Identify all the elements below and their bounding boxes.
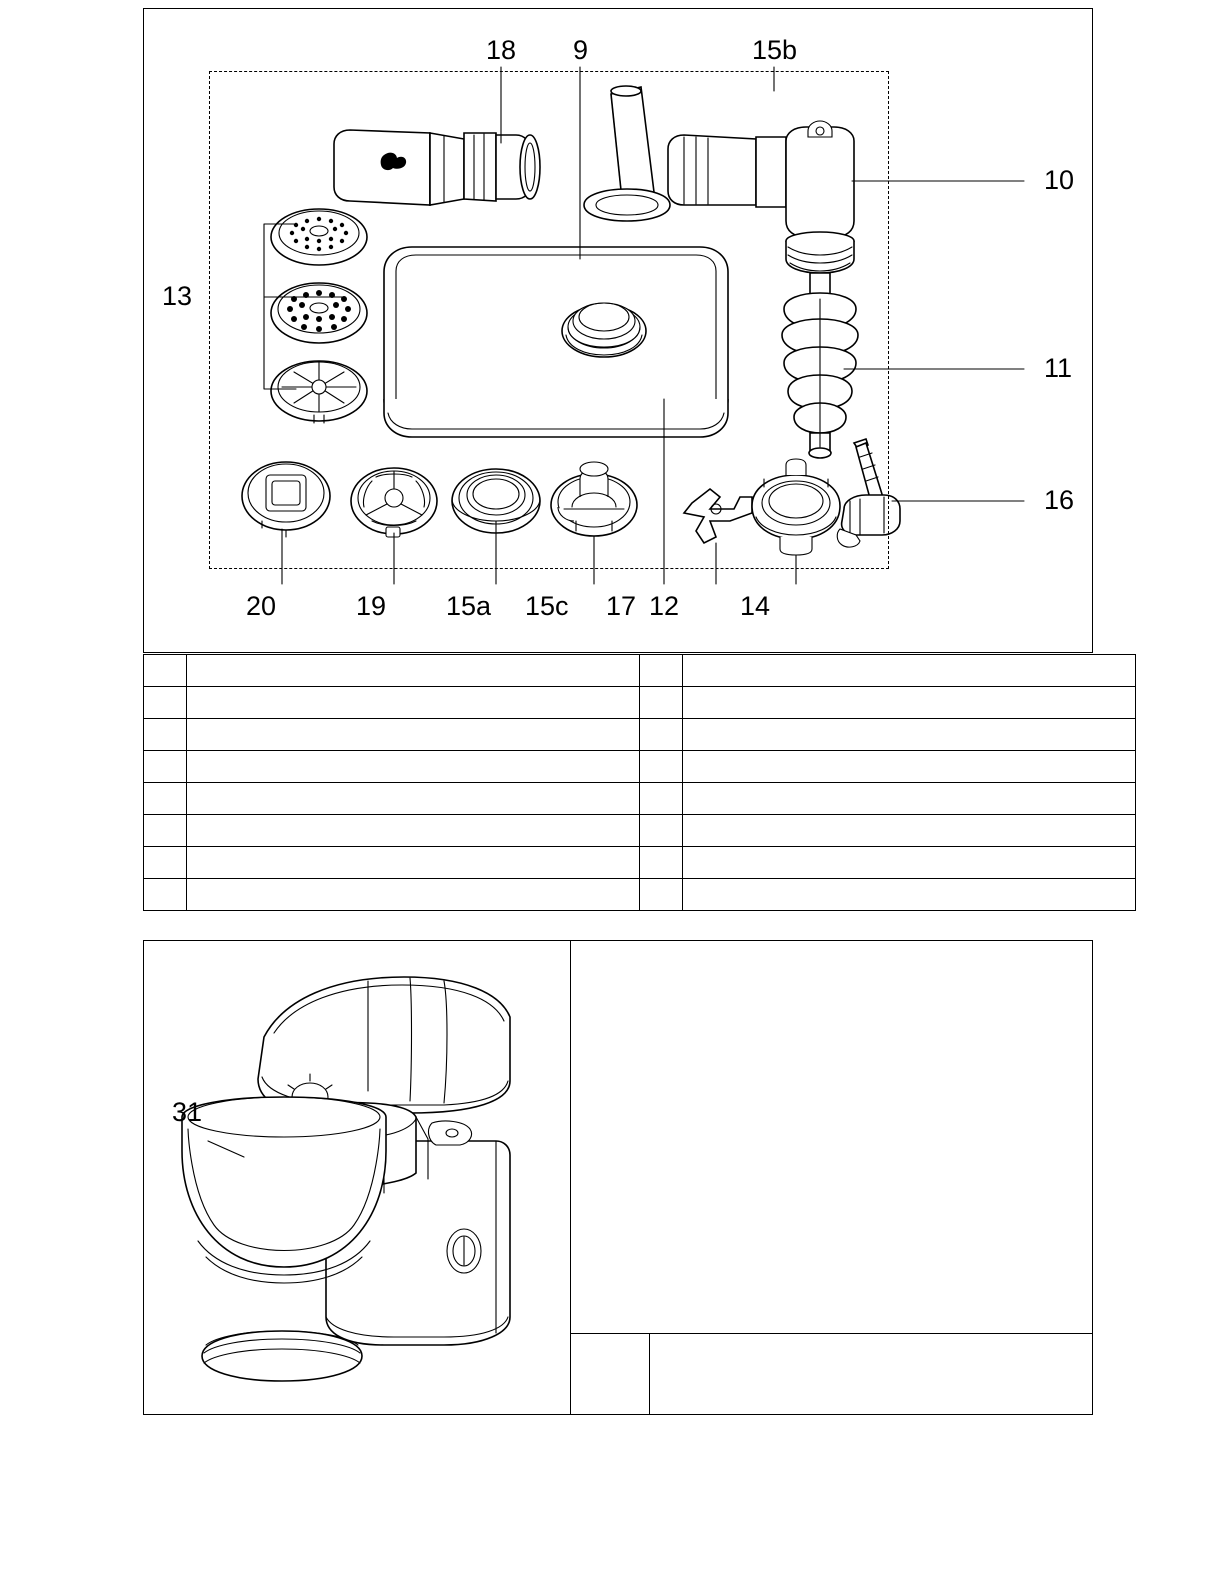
row-text-right bbox=[683, 879, 1136, 911]
callout-16: 16 bbox=[1044, 485, 1075, 515]
callout-15a: 15a bbox=[446, 591, 492, 621]
row-number-right bbox=[640, 655, 683, 687]
table-row bbox=[144, 847, 1136, 879]
row-number-right bbox=[640, 815, 683, 847]
callout-19: 19 bbox=[356, 591, 387, 621]
row-text-right bbox=[683, 815, 1136, 847]
mixer-bowl bbox=[182, 1097, 386, 1283]
row-number-left bbox=[144, 719, 187, 751]
row-text-right bbox=[683, 655, 1136, 687]
callout-31: 31 bbox=[172, 1097, 203, 1127]
dashed-group-frame bbox=[209, 71, 889, 569]
callout-18: 18 bbox=[486, 35, 517, 65]
row-number-right bbox=[640, 751, 683, 783]
mixer-note-panel bbox=[571, 941, 1092, 1414]
row-text-left bbox=[187, 815, 640, 847]
row-text-left bbox=[187, 751, 640, 783]
row-text-right bbox=[683, 719, 1136, 751]
callout-20: 20 bbox=[246, 591, 277, 621]
row-text-right bbox=[683, 847, 1136, 879]
row-number-left bbox=[144, 879, 187, 911]
callout-15c: 15c bbox=[525, 591, 569, 621]
row-number-left bbox=[144, 783, 187, 815]
row-text-left bbox=[187, 783, 640, 815]
row-number-left bbox=[144, 815, 187, 847]
table-row bbox=[144, 719, 1136, 751]
callout-12: 12 bbox=[649, 591, 680, 621]
table-row bbox=[144, 879, 1136, 911]
callout-14: 14 bbox=[740, 591, 771, 621]
table-row bbox=[144, 751, 1136, 783]
parts-list-body bbox=[144, 655, 1136, 911]
callout-9: 9 bbox=[573, 35, 589, 65]
row-number-right bbox=[640, 687, 683, 719]
note-cell-left bbox=[571, 1333, 661, 1425]
callout-17: 17 bbox=[606, 591, 637, 621]
parts-list-table bbox=[143, 654, 1136, 911]
row-number-left bbox=[144, 655, 187, 687]
row-number-left bbox=[144, 687, 187, 719]
stand-mixer-figure bbox=[143, 940, 1093, 1415]
stand-mixer-artwork bbox=[144, 941, 569, 1413]
row-number-left bbox=[144, 751, 187, 783]
mixer-note-text bbox=[571, 941, 1092, 961]
row-text-right bbox=[683, 687, 1136, 719]
row-number-right bbox=[640, 879, 683, 911]
callout-15b: 15b bbox=[752, 35, 798, 65]
row-text-left bbox=[187, 687, 640, 719]
row-number-right bbox=[640, 847, 683, 879]
row-text-left bbox=[187, 847, 640, 879]
row-text-right bbox=[683, 751, 1136, 783]
table-row bbox=[144, 655, 1136, 687]
table-row bbox=[144, 687, 1136, 719]
mixer-base bbox=[202, 1331, 362, 1381]
row-text-left bbox=[187, 879, 640, 911]
row-number-right bbox=[640, 783, 683, 815]
callout-13: 13 bbox=[162, 281, 193, 311]
exploded-parts-figure bbox=[143, 8, 1093, 653]
table-row bbox=[144, 815, 1136, 847]
row-text-left bbox=[187, 719, 640, 751]
row-text-left bbox=[187, 655, 640, 687]
row-number-left bbox=[144, 847, 187, 879]
row-text-right bbox=[683, 783, 1136, 815]
row-number-right bbox=[640, 719, 683, 751]
callout-11: 11 bbox=[1044, 353, 1073, 383]
stand-mixer-artwork-pane bbox=[144, 941, 571, 1414]
callout-10: 10 bbox=[1044, 165, 1075, 195]
note-cell-right bbox=[651, 1333, 1092, 1425]
table-row bbox=[144, 783, 1136, 815]
